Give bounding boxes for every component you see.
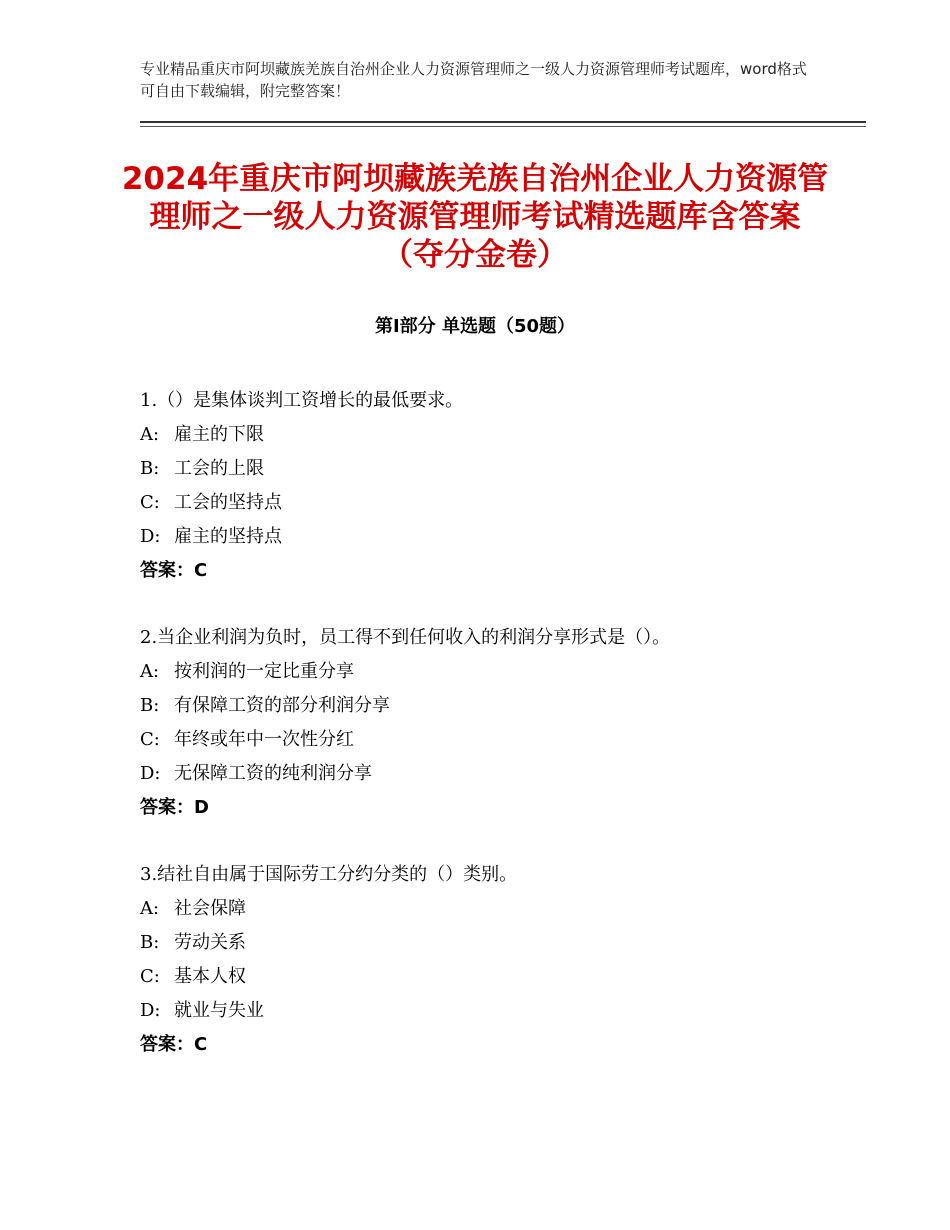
option-letter: B: (140, 695, 160, 716)
option-text: 工会的上限 (174, 458, 264, 479)
option-letter: D: (140, 763, 161, 784)
option-text: 无保障工资的纯利润分享 (174, 763, 372, 784)
question-stem: 2.当企业利润为负时，员工得不到任何收入的利润分享形式是（）。 (140, 627, 671, 648)
option-c (140, 723, 840, 757)
option-text: 年终或年中一次性分红 (174, 729, 354, 750)
option-b (140, 689, 840, 723)
option-d (140, 520, 840, 554)
option-letter: B: (140, 932, 160, 953)
option-letter: C: (140, 966, 160, 987)
question-3 (140, 858, 840, 1062)
option-a (140, 418, 840, 452)
option-text: 基本人权 (174, 966, 246, 987)
option-letter: C: (140, 729, 160, 750)
option-letter: A: (140, 898, 160, 919)
option-b (140, 926, 840, 960)
option-text: 劳动关系 (174, 932, 246, 953)
option-c (140, 960, 840, 994)
option-letter: D: (140, 526, 161, 547)
option-letter: B: (140, 458, 160, 479)
question-list (140, 384, 840, 1095)
document-title: 2024年重庆市阿坝藏族羌族自治州企业人力资源管理师之一级人力资源管理师考试精选题库含答案（夺分金卷） (121, 161, 829, 273)
section-title: 第Ⅰ部分 单选题（50题） (374, 316, 575, 337)
option-letter: A: (140, 424, 160, 445)
page-header-text: 专业精品重庆市阿坝藏族羌族自治州企业人力资源管理师之一级人力资源管理师考试题库，word格式可自由下载编辑，附完整答案！ (140, 60, 807, 100)
option-b (140, 452, 840, 486)
option-d (140, 757, 840, 791)
option-text: 社会保障 (174, 898, 246, 919)
option-letter: A: (140, 661, 160, 682)
answer-line: 答案：C (140, 560, 208, 581)
option-text: 工会的坚持点 (174, 492, 282, 513)
option-text: 雇主的下限 (174, 424, 264, 445)
option-text: 就业与失业 (174, 1000, 264, 1021)
option-a (140, 892, 840, 926)
question-stem: 1.（）是集体谈判工资增长的最低要求。 (140, 390, 464, 411)
header-divider-thin (140, 126, 866, 127)
option-a (140, 655, 840, 689)
option-d (140, 994, 840, 1028)
header-divider (140, 121, 866, 123)
answer-line: 答案：C (140, 1034, 208, 1055)
option-c (140, 486, 840, 520)
question-stem: 3.结社自由属于国际劳工分约分类的（）类别。 (140, 864, 518, 885)
option-letter: D: (140, 1000, 161, 1021)
option-text: 有保障工资的部分利润分享 (174, 695, 390, 716)
option-text: 雇主的坚持点 (174, 526, 282, 547)
question-1 (140, 384, 840, 588)
question-2 (140, 621, 840, 825)
option-letter: C: (140, 492, 160, 513)
option-text: 按利润的一定比重分享 (174, 661, 354, 682)
answer-line: 答案：D (140, 797, 209, 818)
